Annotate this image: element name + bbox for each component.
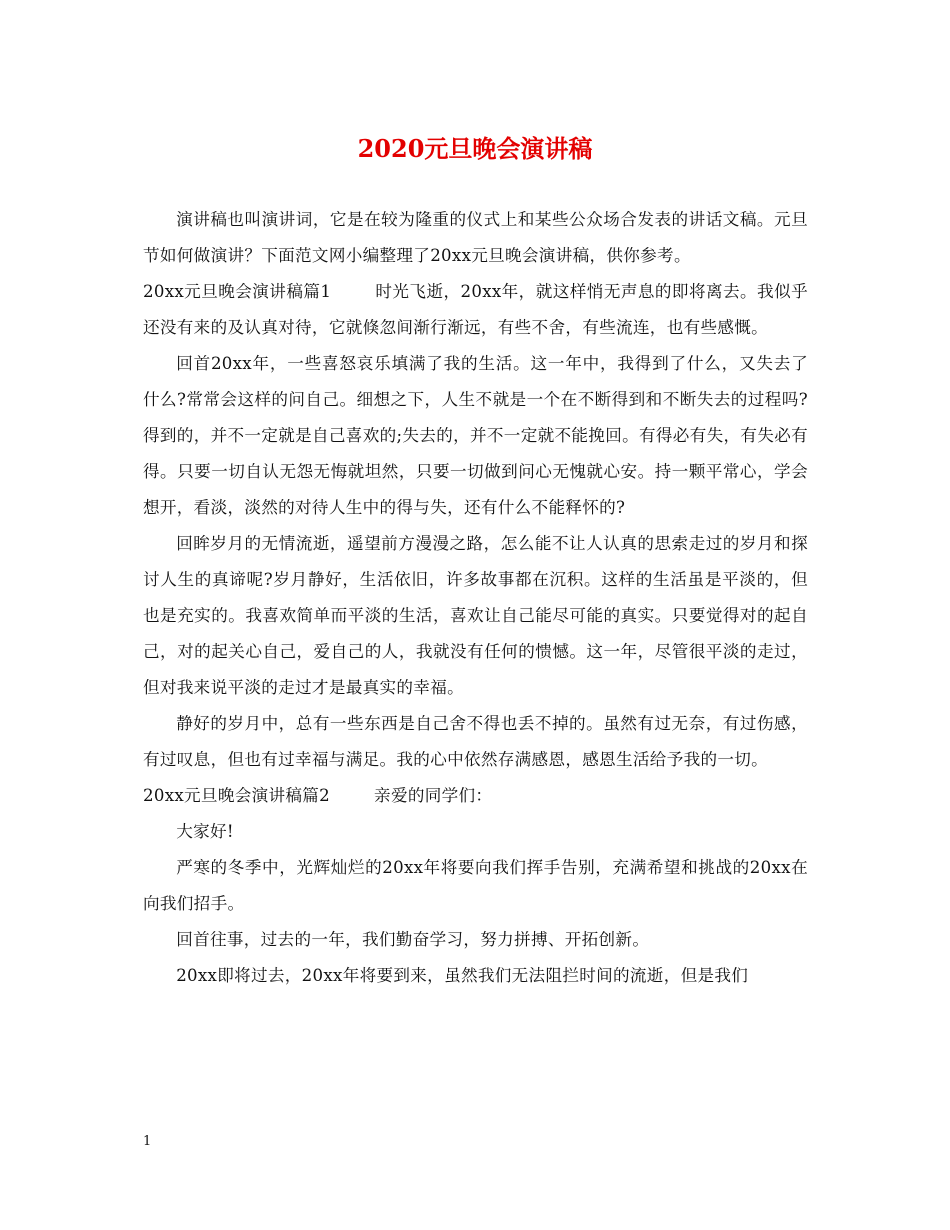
body-paragraph-3: 静好的岁月中，总有一些东西是自己舍不得也丢不掉的。虽然有过无奈，有过伤感，有过叹息，但也有过幸福与满足。我的心中依然存满感恩，感恩生活给予我的一切。 bbox=[143, 714, 808, 769]
section-1-lead-text: 时光飞逝，20xx年，就这样悄无声息的即将离去。我似乎还没有来的及认真对待，它就倏忽间渐行渐远，有些不舍，有些流连，也有些感慨。 bbox=[143, 282, 808, 337]
intro-paragraph: 演讲稿也叫演讲词，它是在较为隆重的仪式上和某些公众场合发表的讲话文稿。元旦节如何做演讲？下面范文网小编整理了20xx元旦晚会演讲稿，供你参考。 bbox=[143, 210, 808, 265]
document-body bbox=[143, 202, 808, 994]
document-title: 2020元旦晚会演讲稿 bbox=[357, 134, 593, 163]
body-paragraph-1: 回首20xx年，一些喜怒哀乐填满了我的生活。这一年中，我得到了什么，又失去了什么?常常会这样的问自己。细想之下，人生不就是一个在不断得到和不断失去的过程吗?得到的，并不一定就是自己喜欢的;失去的，并不一定就不能挽回。有得必有失，有失必有得。只要一切自认无怨无悔就坦然，只要一切做到问心无愧就心安。持一颗平常心，学会想开，看淡，淡然的对待人生中的得与失，还有什么不能释怀的? bbox=[143, 354, 808, 517]
body-paragraph-4: 大家好! bbox=[176, 822, 234, 841]
section-1-heading: 20xx元旦晚会演讲稿篇1 bbox=[143, 282, 332, 301]
body-paragraph-6: 回首往事，过去的一年，我们勤奋学习，努力拼搏、开拓创新。 bbox=[176, 930, 650, 949]
section-1-paragraph bbox=[143, 274, 808, 346]
body-paragraph-7: 20xx即将过去，20xx年将要到来，虽然我们无法阻拦时间的流逝，但是我们 bbox=[176, 966, 749, 985]
section-2-paragraph bbox=[143, 778, 808, 814]
body-paragraph-5: 严寒的冬季中，光辉灿烂的20xx年将要向我们挥手告别，充满希望和挑战的20xx在向我们招手。 bbox=[143, 858, 808, 913]
section-2-lead-text: 亲爱的同学们： bbox=[374, 786, 493, 805]
section-2-heading: 20xx元旦晚会演讲稿篇2 bbox=[143, 786, 331, 805]
page-number: 1 bbox=[143, 1134, 152, 1149]
body-paragraph-2: 回眸岁月的无情流逝，遥望前方漫漫之路，怎么能不让人认真的思索走过的岁月和探讨人生的真谛呢?岁月静好，生活依旧，许多故事都在沉积。这样的生活虽是平淡的，但也是充实的。我喜欢简单而平淡的生活，喜欢让自己能尽可能的真实。只要觉得对的起自己，对的起关心自己，爱自己的人，我就没有任何的愦憾。这一年，尽管很平淡的走过，但对我来说平淡的走过才是最真实的幸福。 bbox=[143, 534, 808, 697]
